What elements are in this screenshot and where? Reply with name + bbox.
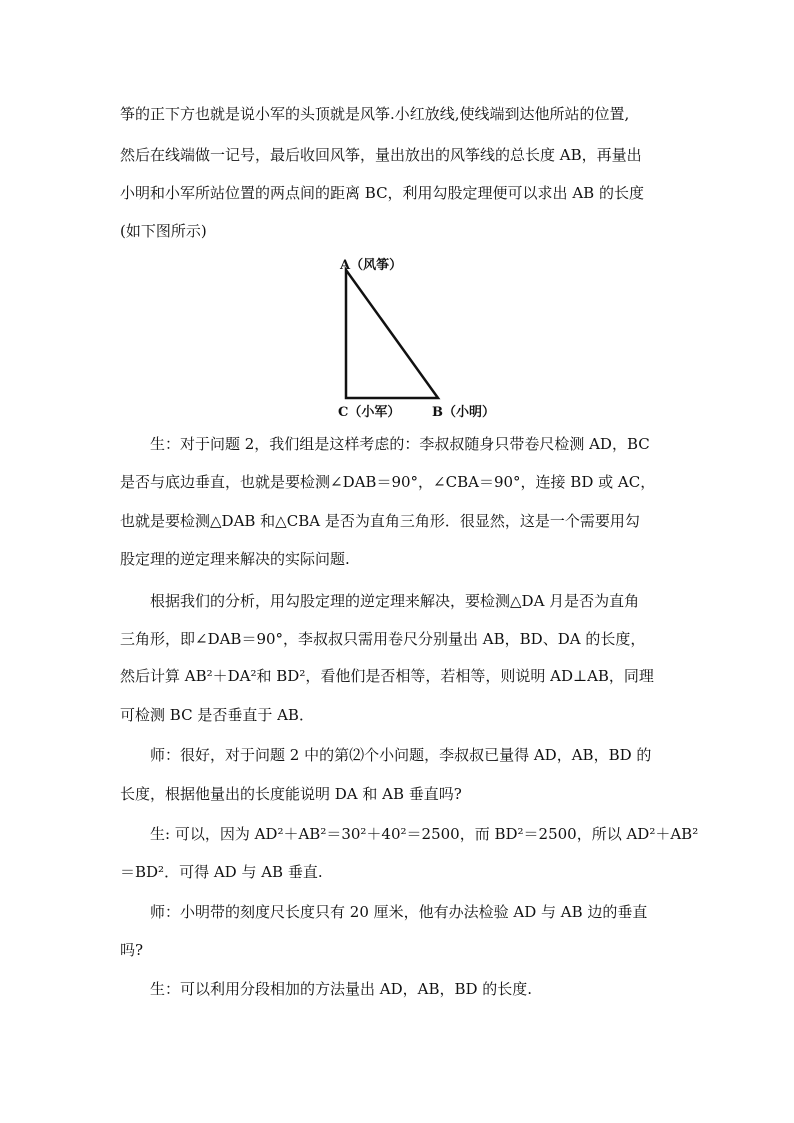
label-a-kite: A（风筝） [340,258,403,273]
paragraph-line: 师：小明带的刻度尺长度只有 20 厘米，他有办法检验 AD 与 AB 边的垂直 [150,903,648,921]
paragraph-line: 股定理的逆定理来解决的实际问题. [120,550,350,568]
paragraph-line: 筝的正下方也就是说小军的头顶就是风筝.小红放线,使线端到达他所站的位置, [120,105,630,123]
paragraph-line: 小明和小军所站位置的两点间的距离 BC，利用勾股定理便可以求出 AB 的长度 [120,184,644,202]
triangle-abc [346,270,438,398]
paragraph-line: ＝BD²．可得 AD 与 AB 垂直. [120,863,323,881]
paragraph-line: 根据我们的分析，用勾股定理的逆定理来解决，要检测△DA 月是否为直角 [150,592,640,610]
paragraph-line: 也就是要检测△DAB 和△CBA 是否为直角三角形．很显然，这是一个需要用勾 [120,512,640,530]
paragraph-line: 可检测 BC 是否垂直于 AB． [120,706,314,724]
paragraph-line: 吗? [120,941,144,959]
paragraph-line: 师：很好，对于问题 2 中的第⑵个小问题，李叔叔已量得 AD，AB，BD 的 [150,746,652,764]
paragraph-line: 三角形，即∠DAB＝90°，李叔叔只需用卷尺分别量出 AB，BD、DA 的长度， [120,630,646,648]
paragraph-line: 是否与底边垂直，也就是要检测∠DAB＝90°，∠CBA＝90°，连接 BD 或 AC， [120,473,656,491]
paragraph-line: 然后在线端做一记号，最后收回风筝，量出放出的风筝线的总长度 AB，再量出 [120,146,642,164]
paragraph-line: 长度，根据他量出的长度能说明 DA 和 AB 垂直吗? [120,785,462,803]
paragraph-line: 生: 可以，因为 AD²＋AB²＝30²＋40²＝2500，而 BD²＝2500，所以 AD²＋AB² [150,825,699,843]
paragraph-line: 生：对于问题 2，我们组是这样考虑的：李叔叔随身只带卷尺检测 AD，BC [150,435,650,453]
label-c-xiaojun: C（小军） [338,405,401,420]
paragraph-line: (如下图所示) [120,222,207,240]
paragraph-line: 然后计算 AB²＋DA²和 BD²，看他们是否相等，若相等，则说明 AD⊥AB，同理 [120,667,654,685]
right-triangle-figure [330,250,495,425]
paragraph-line: 生：可以利用分段相加的方法量出 AD，AB，BD 的长度. [150,980,533,998]
label-b-xiaoming: B（小明） [432,405,495,420]
